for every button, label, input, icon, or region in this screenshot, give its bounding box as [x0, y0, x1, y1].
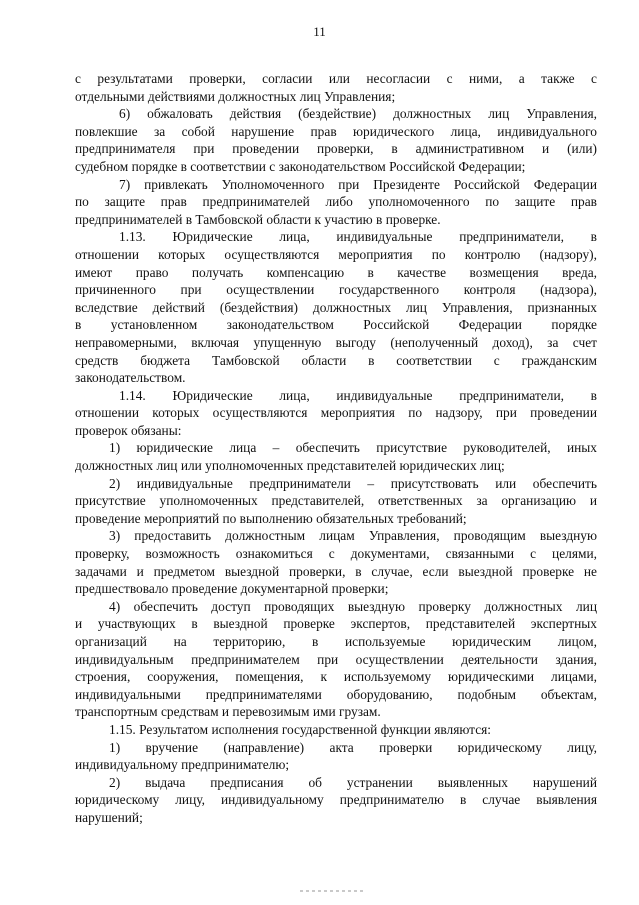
text-line: 1.13. Юридические лица, индивидуальные предприниматели, в	[119, 229, 597, 245]
text-line: задачами и предметом выездной проверки, в случае, если выездной проверке не	[75, 563, 597, 579]
text-line: индивидуальным предпринимателем при осуществлении деятельности здания,	[75, 651, 597, 667]
text-line: индивидуальному предпринимателю;	[75, 757, 290, 773]
text-line: предшествовало проведение документарной проверки;	[75, 581, 389, 597]
text-line: 4) обеспечить доступ проводящих выездную проверку должностных лиц	[109, 598, 597, 614]
text-line: юридическому лицу, индивидуальному предпринимателю в случае выявления	[75, 792, 597, 808]
text-line: отношении которых осуществляются мероприятия по контролю (надзору),	[75, 246, 597, 262]
text-line: в установленном законодательством Российской Федерации порядке	[75, 317, 597, 333]
text-line: проведение мероприятий по выполнению обязательных требований;	[75, 510, 467, 526]
text-line: 7) привлекать Уполномоченного при Президенте Российской Федерации	[119, 176, 597, 192]
page-number: 11	[313, 24, 326, 39]
text-line: отдельными действиями должностных лиц Управления;	[75, 88, 396, 104]
text-line: 1.15. Результатом исполнения государственной функции являются:	[109, 721, 492, 737]
text-line: средств бюджета Тамбовской области в соответствии с гражданским	[75, 352, 597, 368]
text-line: присутствие уполномоченных представителей, ответственных за организацию и	[75, 493, 597, 509]
text-line: 6) обжаловать действия (бездействие) должностных лиц Управления,	[119, 106, 597, 122]
text-line: судебном порядке в соответствии с законодательством Российской Федерации;	[75, 158, 526, 174]
body-text	[75, 70, 597, 827]
text-line: имеют право получать компенсацию в качестве возмещения вреда,	[75, 264, 597, 280]
text-line: проверок обязаны:	[75, 422, 182, 438]
text-line: 2) индивидуальные предприниматели – присутствовать или обеспечить	[109, 475, 597, 491]
text-line: предпринимателей в Тамбовской области к участию в проверке.	[75, 211, 441, 227]
text-line: 1.14. Юридические лица, индивидуальные предприниматели, в	[119, 387, 597, 403]
text-line: повлекшие за собой нарушение прав юридического лица, индивидуального	[75, 123, 597, 139]
text-line: вследствие действий (бездействия) должностных лиц Управления, признанных	[75, 299, 597, 315]
text-line: проверку, возможность ознакомиться с документами, связанными с целями,	[75, 546, 597, 562]
text-line: с результатами проверки, согласии или несогласии с ними, а также с	[75, 71, 597, 86]
text-line: по защите прав предпринимателей либо уполномоченного по защите прав	[75, 194, 597, 210]
text-line: нарушений;	[75, 809, 143, 825]
text-line: предпринимателя при проведении проверки, в административном и (или)	[75, 141, 597, 157]
text-line: транспортным средствам и перевозимым ими грузам.	[75, 704, 381, 720]
text-line: неправомерными, включая упущенную выгоду (неполученный доход), за счет	[75, 334, 597, 350]
scan-artifact	[300, 890, 364, 892]
text-line: строения, сооружения, помещения, к используемому юридическими лицами,	[75, 669, 597, 685]
text-line: 1) вручение (направление) акта проверки юридическому лицу,	[109, 739, 597, 755]
text-line: должностных лиц или уполномоченных представителей юридических лиц;	[75, 458, 505, 474]
text-line: индивидуальными предпринимателями оборудованию, подобным объектам,	[75, 686, 597, 702]
text-line: 3) предоставить должностным лицам Управления, проводящим выездную	[109, 528, 597, 544]
text-line: законодательством.	[75, 370, 186, 386]
text-line: 2) выдача предписания об устранении выявленных нарушений	[109, 774, 597, 790]
text-line: 1) юридические лица – обеспечить присутствие руководителей, иных	[109, 440, 597, 456]
text-line: причиненного при осуществлении государственного контроля (надзора),	[75, 282, 597, 298]
text-line: отношении которых осуществляются мероприятия по надзору, при проведении	[75, 405, 597, 421]
text-line: организаций на территорию, в используемые юридическим лицом,	[75, 634, 597, 649]
text-line: и участвующих в выездной проверке экспертов, представителей экспертных	[75, 616, 597, 632]
